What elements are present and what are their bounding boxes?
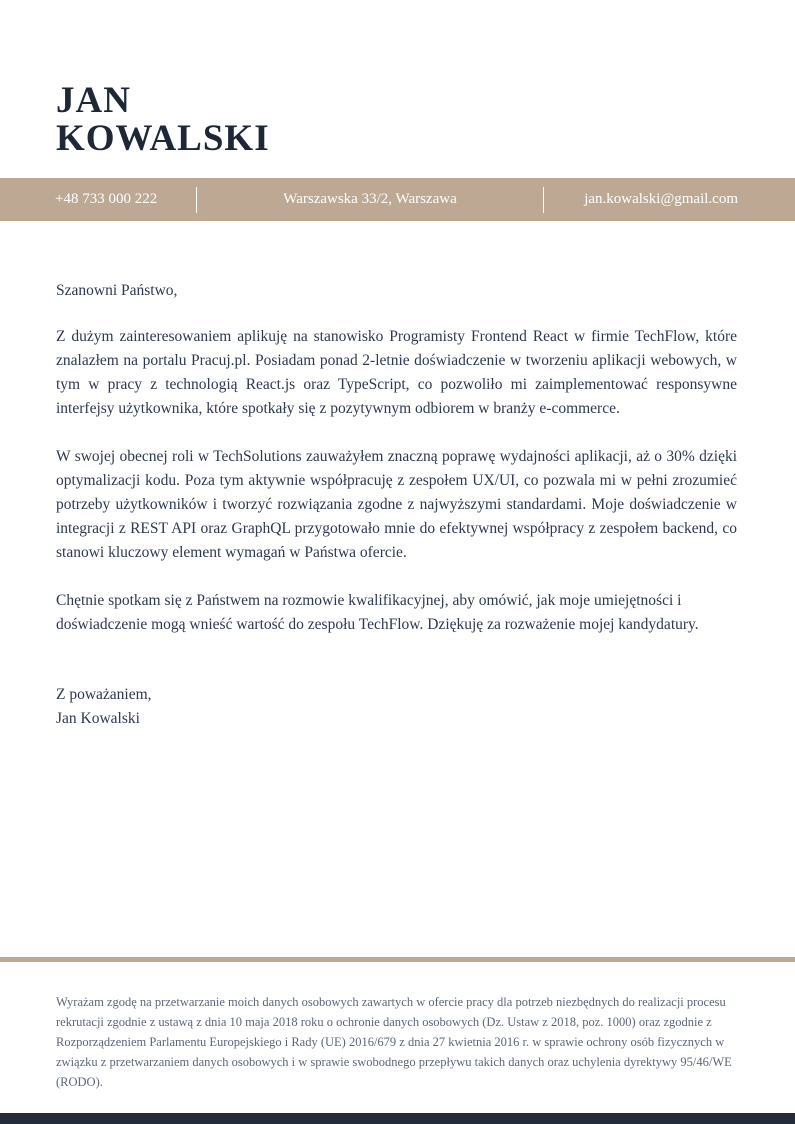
paragraph-3: Chętnie spotkam się z Państwem na rozmowie kwalifikacyjnej, aby omówić, jak moje umiejętności i doświadczenie mogą wnieść wartość do zespołu TechFlow. Dziękuję za rozważenie mojej kandydatury. xyxy=(56,592,699,633)
bottom-accent-bar xyxy=(0,1113,795,1124)
contact-email: jan.kowalski@gmail.com xyxy=(584,191,738,207)
rodo-consent-text: Wyrażam zgodę na przetwarzanie moich danych osobowych zawartych w ofercie pracy dla potrzeb niezbędnych do realizacji procesu rekrutacji zgodnie z ustawą z dnia 10 maja 2018 roku o ochronie danych osobowych (Dz. Ustaw z 2018, poz. 1000) oraz zgodnie z Rozporządzeniem Parlamentu Europejskiego i Rady (UE) 2016/679 z dnia 27 kwietnia 2016 r. w sprawie ochrony osób fizycznych w związku z przetwarzaniem danych osobowych i w sprawie swobodnego przepływu takich danych oraz uchylenia dyrektywy 95/46/WE (RODO). xyxy=(56,995,732,1089)
closing-block xyxy=(56,683,737,731)
person-name-line1: JAN xyxy=(56,80,131,121)
salutation: Szanowni Państwo, xyxy=(56,282,178,299)
letter-body xyxy=(0,221,795,731)
contact-address: Warszawska 33/2, Warszawa xyxy=(283,191,457,207)
person-name-line2: KOWALSKI xyxy=(56,118,270,159)
signature-name: Jan Kowalski xyxy=(56,710,140,727)
header xyxy=(0,0,795,158)
paragraph-2: W swojej obecnej roli w TechSolutions zauważyłem znaczną poprawę wydajności aplikacji, aż o 30% dzięki optymalizacji kodu. Poza tym aktywnie współpracuję z zespołem UX/UI, co pozwala mi w pełni zrozumieć potrzeby użytkowników i tworzyć rozwiązania zgodne z najwyższymi standardami. Moje doświadczenie w integracji z REST API oraz GraphQL przygotowało mnie do efektywnej współpracy z zespołem backend, co stanowi kluczowy element wymagań w Państwa ofercie. xyxy=(56,448,737,561)
closing-phrase: Z poważaniem, xyxy=(56,686,152,703)
paragraph-1: Z dużym zainteresowaniem aplikuję na stanowisko Programisty Frontend React w firmie TechFlow, które znalazłem na portalu Pracuj.pl. Posiadam ponad 2-letnie doświadczenie w tworzeniu aplikacji webowych, w tym w pracy z technologią React.js oraz TypeScript, co pozwoliło mi zaimplementować responsywne interfejsy użytkownika, które spotkały się z pozytywnym odbiorem w branży e-commerce. xyxy=(56,328,737,417)
footer-divider-line xyxy=(0,957,795,962)
contact-phone: +48 733 000 222 xyxy=(55,191,158,207)
contact-bar xyxy=(0,178,795,221)
